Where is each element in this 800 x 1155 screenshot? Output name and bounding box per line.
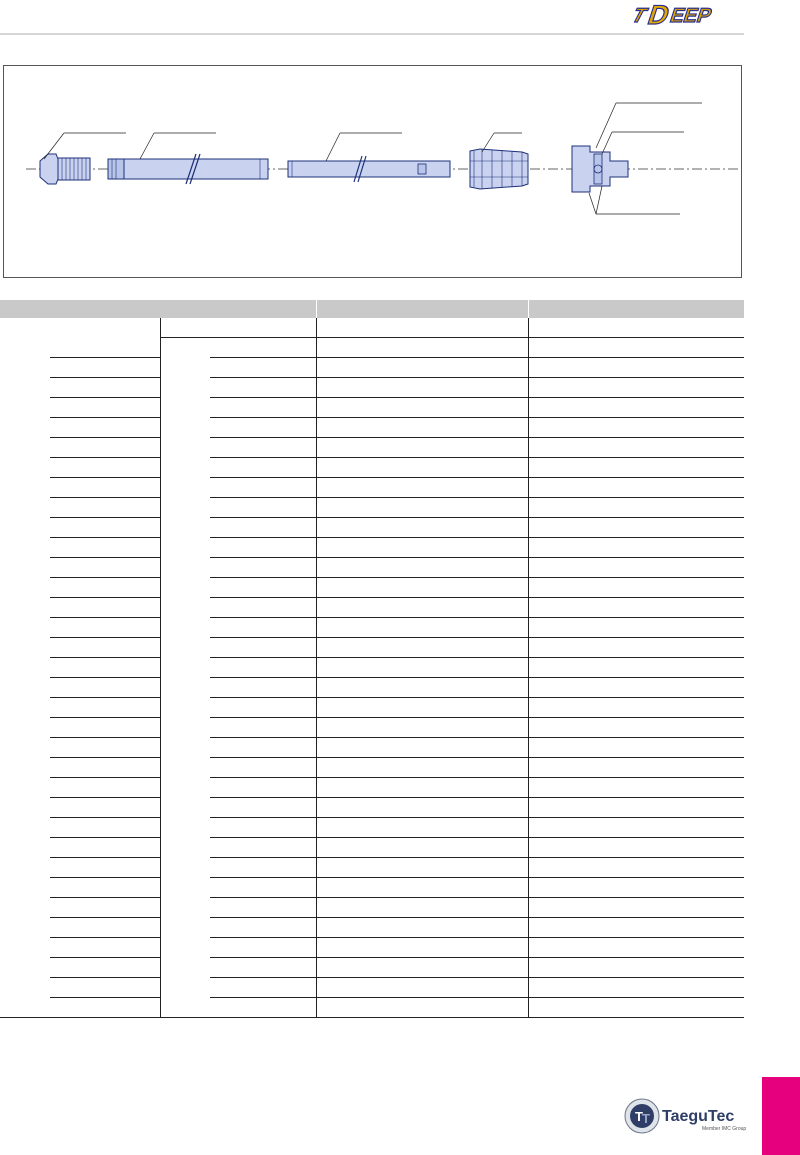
table-cell	[210, 698, 316, 718]
table-cell	[160, 478, 210, 498]
extension-tube-part	[108, 133, 268, 184]
table-cell	[528, 478, 744, 498]
table-cell	[160, 578, 210, 598]
table-cell	[50, 758, 160, 778]
table-cell	[210, 858, 316, 878]
table-cell	[528, 718, 744, 738]
table-cell	[316, 338, 528, 358]
table-cell	[210, 458, 316, 478]
svg-text:Member IMC Group: Member IMC Group	[702, 1126, 747, 1132]
table-row	[0, 898, 744, 918]
table-cell	[528, 538, 744, 558]
table-cell	[210, 398, 316, 418]
table-cell	[210, 338, 316, 358]
table-cell	[0, 318, 160, 338]
table-cell	[316, 558, 528, 578]
table-cell	[528, 858, 744, 878]
table-cell	[316, 598, 528, 618]
table-header-row	[0, 300, 744, 318]
table-cell	[210, 558, 316, 578]
table-cell	[210, 578, 316, 598]
table-row	[0, 858, 744, 878]
table-cell	[316, 318, 528, 338]
table-cell	[0, 418, 50, 438]
table-cell	[0, 958, 50, 978]
table-row	[0, 938, 744, 958]
table-row	[0, 958, 744, 978]
table-cell	[210, 678, 316, 698]
table-cell	[50, 738, 160, 758]
table-cell	[316, 438, 528, 458]
table-cell	[316, 418, 528, 438]
table-row	[0, 598, 744, 618]
table-cell	[528, 678, 744, 698]
table-cell	[50, 338, 160, 358]
table-cell	[528, 658, 744, 678]
table-row	[0, 718, 744, 738]
taegutec-logo	[622, 1090, 752, 1142]
table-cell	[316, 818, 528, 838]
table-cell	[160, 318, 316, 338]
header-rule	[0, 33, 744, 35]
table-cell	[0, 678, 50, 698]
table-cell	[210, 838, 316, 858]
table-cell	[0, 578, 50, 598]
table-cell	[0, 558, 50, 578]
table-cell	[528, 938, 744, 958]
svg-text:D: D	[644, 0, 674, 30]
table-cell	[50, 998, 160, 1018]
table-cell	[210, 618, 316, 638]
table-cell	[316, 798, 528, 818]
table-cell	[528, 438, 744, 458]
svg-text:EEP: EEP	[667, 4, 715, 27]
spec-table	[0, 300, 744, 1018]
table-cell	[210, 418, 316, 438]
table-cell	[528, 418, 744, 438]
tool-assembly-diagram	[3, 65, 742, 278]
table-cell	[160, 378, 210, 398]
table-cell	[50, 678, 160, 698]
table-cell	[50, 458, 160, 478]
table-cell	[210, 358, 316, 378]
table-cell	[210, 718, 316, 738]
table-cell	[0, 518, 50, 538]
table-row	[0, 558, 744, 578]
table-cell	[160, 718, 210, 738]
table-cell	[160, 518, 210, 538]
table-cell	[0, 918, 50, 938]
table-cell	[160, 658, 210, 678]
table-cell	[316, 398, 528, 418]
table-cell	[0, 438, 50, 458]
table-cell	[50, 938, 160, 958]
table-cell	[0, 858, 50, 878]
table-cell	[210, 478, 316, 498]
table-cell	[210, 898, 316, 918]
table-cell	[210, 438, 316, 458]
table-cell	[316, 358, 528, 378]
table-cell	[528, 878, 744, 898]
table-cell	[0, 818, 50, 838]
table-cell	[160, 678, 210, 698]
table-cell	[210, 778, 316, 798]
table-cell	[160, 698, 210, 718]
table-cell	[50, 698, 160, 718]
table-cell	[50, 378, 160, 398]
table-cell	[528, 998, 744, 1018]
table-cell	[160, 558, 210, 578]
table-cell	[160, 898, 210, 918]
table-cell	[210, 538, 316, 558]
table-row	[0, 838, 744, 858]
table-row	[0, 798, 744, 818]
table-cell	[160, 338, 210, 358]
table-row	[0, 778, 744, 798]
table-cell	[50, 358, 160, 378]
table-cell	[160, 918, 210, 938]
table-cell	[50, 878, 160, 898]
table-cell	[316, 478, 528, 498]
svg-text:T: T	[642, 1111, 650, 1126]
table-cell	[0, 658, 50, 678]
table-cell	[316, 858, 528, 878]
table-cell	[0, 498, 50, 518]
table-cell	[0, 378, 50, 398]
table-row	[0, 578, 744, 598]
table-cell	[50, 518, 160, 538]
table-row	[0, 918, 744, 938]
table-cell	[528, 838, 744, 858]
table-cell	[50, 898, 160, 918]
table-row	[0, 418, 744, 438]
table-cell	[528, 778, 744, 798]
table-cell	[0, 838, 50, 858]
table-cell	[528, 758, 744, 778]
table-row	[0, 378, 744, 398]
table-row	[0, 758, 744, 778]
table-row	[0, 618, 744, 638]
table-cell	[50, 778, 160, 798]
table-cell	[316, 638, 528, 658]
table-cell	[210, 378, 316, 398]
table-header-cell	[528, 300, 744, 318]
table-cell	[210, 738, 316, 758]
table-row	[0, 538, 744, 558]
table-cell	[50, 598, 160, 618]
table-cell	[528, 378, 744, 398]
table-cell	[210, 918, 316, 938]
table-cell	[316, 718, 528, 738]
table-row	[0, 998, 744, 1018]
table-row	[0, 638, 744, 658]
table-cell	[316, 918, 528, 938]
table-cell	[50, 478, 160, 498]
table-cell	[0, 758, 50, 778]
table-cell	[160, 498, 210, 518]
table-row	[0, 518, 744, 538]
table-cell	[0, 998, 50, 1018]
table-row	[0, 978, 744, 998]
table-cell	[528, 558, 744, 578]
table-cell	[210, 638, 316, 658]
table-cell	[316, 878, 528, 898]
table-cell	[528, 898, 744, 918]
table-cell	[0, 638, 50, 658]
table-cell	[528, 918, 744, 938]
table-row	[0, 478, 744, 498]
table-cell	[0, 478, 50, 498]
table-cell	[50, 538, 160, 558]
table-cell	[210, 818, 316, 838]
table-cell	[50, 838, 160, 858]
table-cell	[210, 978, 316, 998]
table-cell	[50, 658, 160, 678]
section-tab	[762, 1077, 800, 1155]
table-cell	[50, 918, 160, 938]
table-cell	[50, 638, 160, 658]
table-cell	[160, 738, 210, 758]
table-cell	[50, 618, 160, 638]
table-cell	[528, 398, 744, 418]
table-cell	[50, 558, 160, 578]
table-cell	[528, 798, 744, 818]
table-cell	[0, 898, 50, 918]
table-cell	[50, 858, 160, 878]
table-cell	[316, 458, 528, 478]
table-row	[0, 658, 744, 678]
table-cell	[210, 518, 316, 538]
table-cell	[0, 358, 50, 378]
table-cell	[160, 358, 210, 378]
table-cell	[316, 678, 528, 698]
svg-text:T: T	[629, 4, 649, 27]
collet-part	[470, 133, 528, 189]
table-cell	[528, 518, 744, 538]
table-row	[0, 698, 744, 718]
table-cell	[210, 758, 316, 778]
table-cell	[0, 458, 50, 478]
table-cell	[0, 338, 50, 358]
table-row	[0, 678, 744, 698]
table-cell	[316, 518, 528, 538]
table-cell	[528, 598, 744, 618]
table-cell	[316, 758, 528, 778]
table-cell	[210, 798, 316, 818]
table-cell	[50, 398, 160, 418]
table-row	[0, 738, 744, 758]
table-cell	[210, 598, 316, 618]
table-cell	[50, 958, 160, 978]
table-cell	[0, 538, 50, 558]
table-cell	[160, 758, 210, 778]
table-cell	[210, 958, 316, 978]
table-cell	[160, 838, 210, 858]
table-cell	[316, 378, 528, 398]
table-row	[0, 318, 744, 338]
table-cell	[0, 598, 50, 618]
table-cell	[316, 778, 528, 798]
table-cell	[316, 998, 528, 1018]
table-cell	[316, 538, 528, 558]
table-cell	[160, 998, 210, 1018]
table-cell	[160, 638, 210, 658]
table-cell	[316, 578, 528, 598]
table-cell	[50, 978, 160, 998]
table-cell	[210, 998, 316, 1018]
table-row	[0, 498, 744, 518]
table-cell	[210, 498, 316, 518]
table-cell	[0, 798, 50, 818]
table-cell	[160, 778, 210, 798]
tdeep-logo	[626, 0, 746, 30]
table-cell	[210, 938, 316, 958]
table-cell	[316, 658, 528, 678]
table-cell	[50, 818, 160, 838]
table-cell	[528, 318, 744, 338]
table-row	[0, 398, 744, 418]
table-cell	[160, 878, 210, 898]
table-cell	[160, 438, 210, 458]
svg-text:T: T	[635, 1109, 643, 1124]
table-cell	[528, 818, 744, 838]
table-cell	[528, 698, 744, 718]
table-cell	[0, 978, 50, 998]
table-cell	[160, 818, 210, 838]
table-cell	[0, 878, 50, 898]
table-cell	[0, 398, 50, 418]
table-cell	[528, 738, 744, 758]
table-cell	[0, 778, 50, 798]
table-cell	[316, 698, 528, 718]
table-cell	[210, 658, 316, 678]
table-cell	[160, 858, 210, 878]
table-cell	[210, 878, 316, 898]
table-row	[0, 338, 744, 358]
table-cell	[160, 418, 210, 438]
table-cell	[528, 458, 744, 478]
table-cell	[160, 938, 210, 958]
table-cell	[316, 938, 528, 958]
table-row	[0, 438, 744, 458]
collet-holder-part	[572, 103, 702, 214]
table-cell	[50, 718, 160, 738]
table-cell	[50, 798, 160, 818]
table-cell	[316, 958, 528, 978]
table-cell	[0, 938, 50, 958]
table-cell	[528, 618, 744, 638]
table-cell	[0, 618, 50, 638]
table-cell	[160, 398, 210, 418]
table-cell	[0, 718, 50, 738]
table-cell	[160, 798, 210, 818]
table-row	[0, 878, 744, 898]
table-row	[0, 358, 744, 378]
table-row	[0, 818, 744, 838]
table-cell	[0, 738, 50, 758]
table-cell	[160, 598, 210, 618]
table-cell	[528, 498, 744, 518]
table-header-cell	[0, 300, 316, 318]
table-cell	[528, 978, 744, 998]
table-row	[0, 458, 744, 478]
table-header-cell	[316, 300, 528, 318]
table-cell	[160, 958, 210, 978]
table-cell	[160, 538, 210, 558]
table-cell	[160, 458, 210, 478]
table-cell	[316, 738, 528, 758]
table-cell	[316, 498, 528, 518]
table-cell	[50, 578, 160, 598]
table-cell	[316, 618, 528, 638]
drill-shank-part	[288, 133, 450, 182]
table-cell	[316, 838, 528, 858]
table-body	[0, 318, 744, 1018]
table-cell	[160, 618, 210, 638]
table-cell	[316, 898, 528, 918]
table-cell	[0, 698, 50, 718]
table-cell	[50, 498, 160, 518]
table-cell	[528, 638, 744, 658]
table-cell	[528, 578, 744, 598]
table-cell	[528, 338, 744, 358]
svg-text:TaeguTec: TaeguTec	[662, 1108, 735, 1125]
table-cell	[50, 418, 160, 438]
table-cell	[528, 958, 744, 978]
table-cell	[50, 438, 160, 458]
table-cell	[160, 978, 210, 998]
table-cell	[316, 978, 528, 998]
table-cell	[528, 358, 744, 378]
